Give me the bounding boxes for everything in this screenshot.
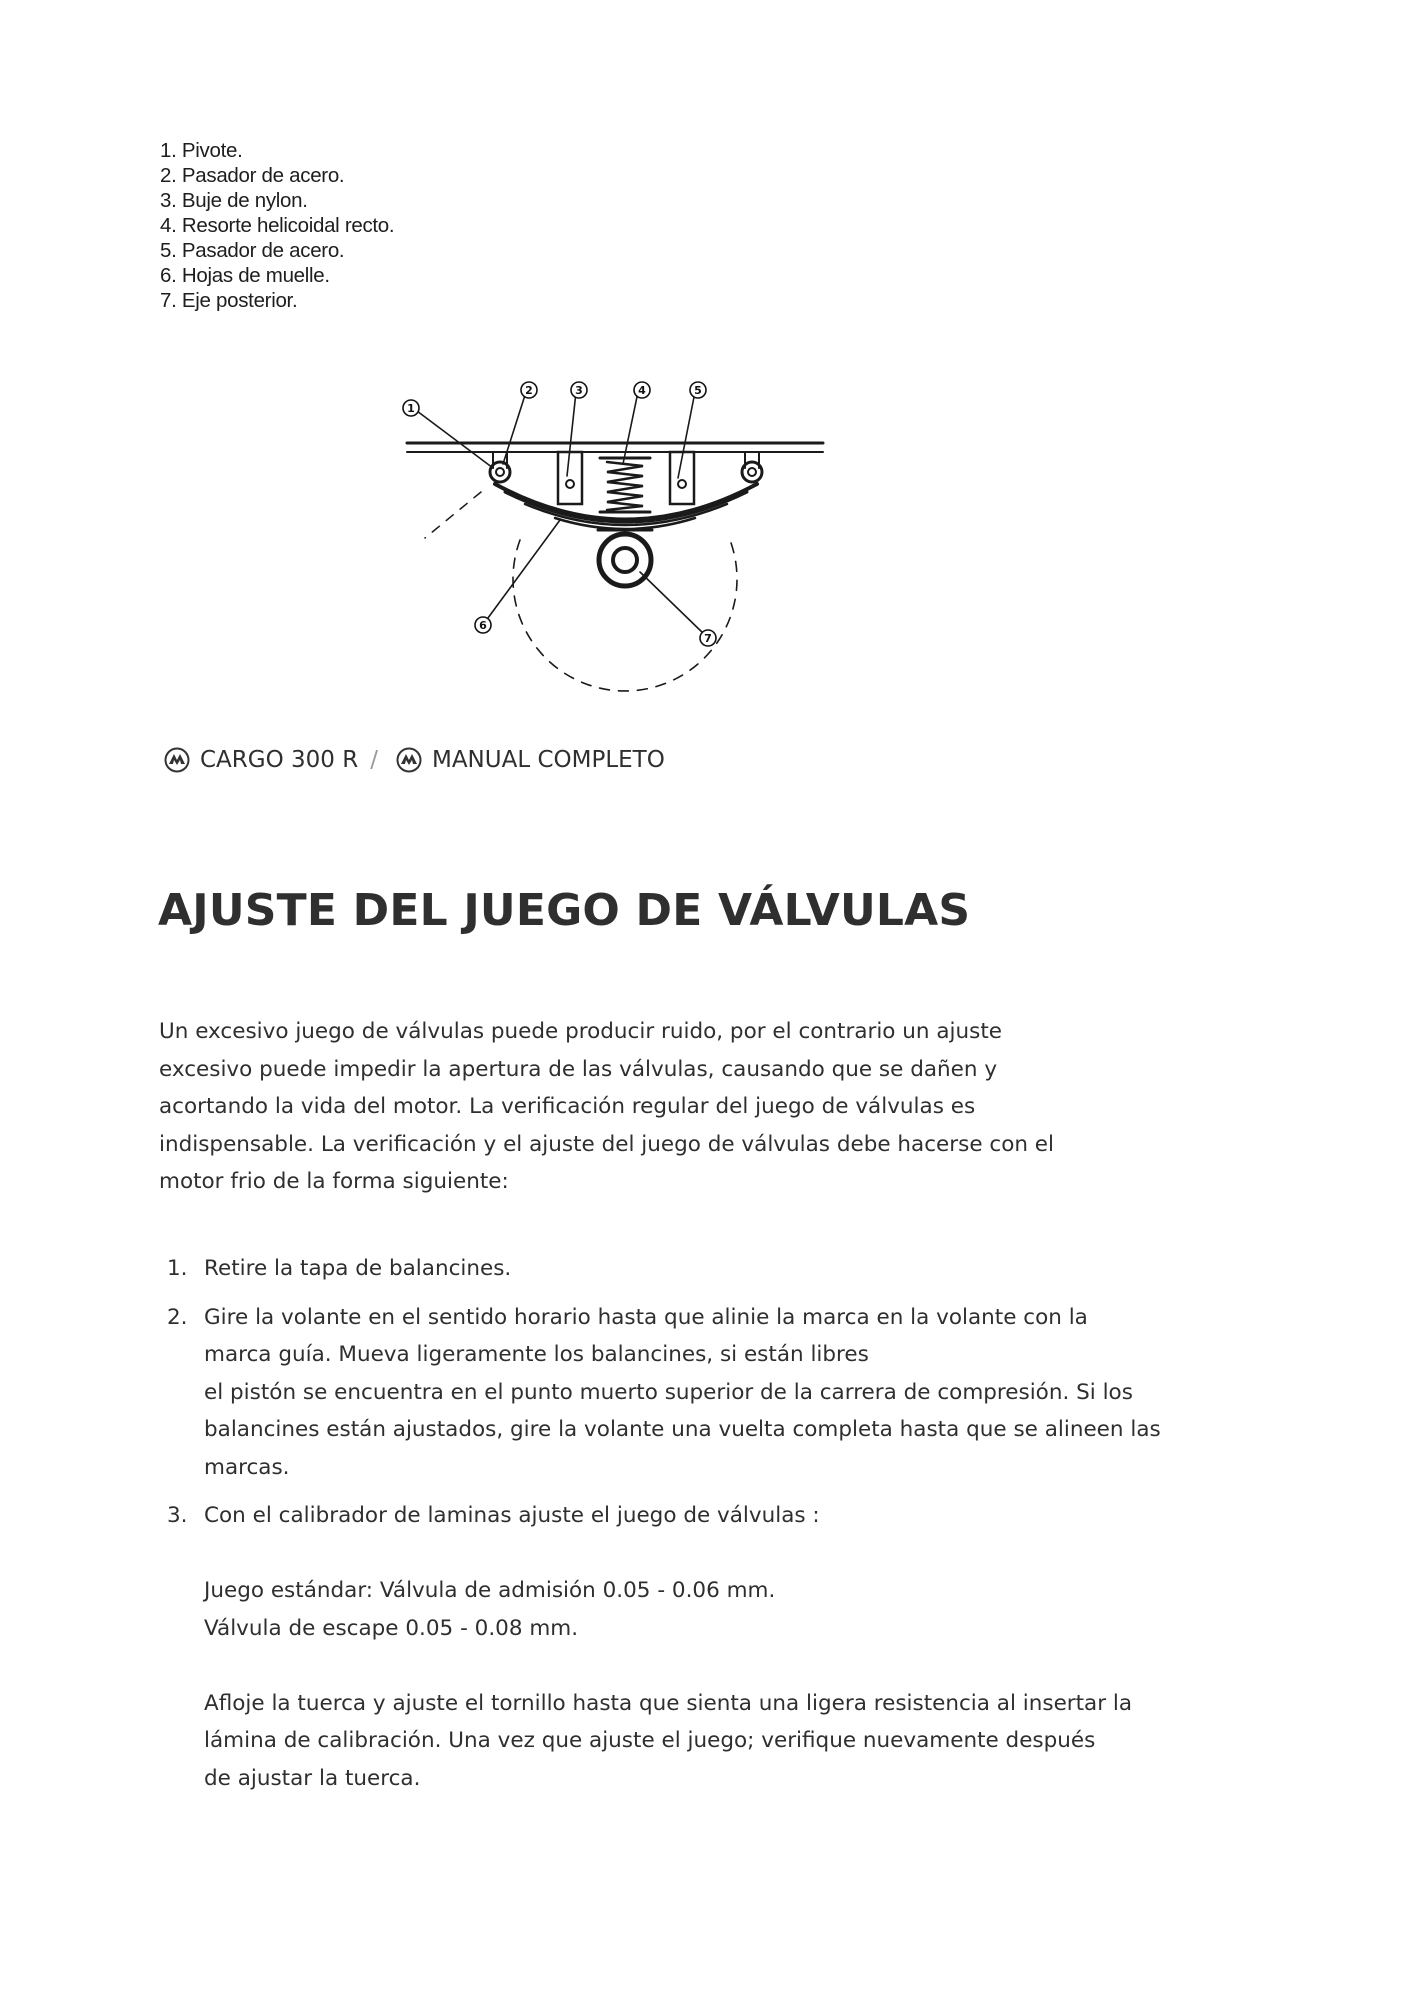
- step-text: Afloje la tuerca y ajuste el tornillo hasta que sienta una ligera resistencia al insertar la: [204, 1690, 1133, 1716]
- suspension-diagram: [395, 380, 835, 700]
- legend-item: 6. Hojas de muelle.: [160, 264, 330, 287]
- callout-label: 4: [638, 384, 646, 397]
- step-text: marcas.: [204, 1454, 290, 1480]
- breadcrumb-separator: /: [370, 747, 378, 773]
- legend-item: 4. Resorte helicoidal recto.: [160, 214, 395, 237]
- intro-line: acortando la vida del motor. La verificación regular del juego de válvulas es: [159, 1094, 976, 1119]
- breadcrumb-label: MANUAL COMPLETO: [431, 747, 665, 773]
- step-text: Gire la volante en el sentido horario hasta que alinie la marca en la volante con la: [204, 1304, 1088, 1330]
- callout-label: 7: [704, 632, 712, 645]
- intro-line: excesivo puede impedir la apertura de las válvulas, causando que se dañen y: [159, 1056, 998, 1082]
- callout-3: [571, 382, 587, 398]
- step-text: Con el calibrador de laminas ajuste el juego de válvulas :: [204, 1503, 820, 1528]
- callout-6: [475, 617, 491, 633]
- list-item: [159, 1497, 1179, 1797]
- breadcrumb-label: CARGO 300 R: [200, 747, 359, 773]
- callout-label: 6: [479, 619, 487, 632]
- brand-logo-icon: [164, 747, 190, 773]
- legend-item: 5. Pasador de acero.: [160, 239, 345, 262]
- callout-label: 5: [694, 384, 702, 397]
- list-item: [159, 1250, 1179, 1288]
- legend-item: 3. Buje de nylon.: [160, 189, 308, 212]
- callout-2: [521, 382, 537, 398]
- intro-line: motor frio de la forma siguiente:: [159, 1169, 509, 1194]
- callout-7: [700, 630, 716, 646]
- step-text: marca guía. Mueva ligeramente los balancines, si están libres: [204, 1342, 869, 1367]
- callout-label: 2: [525, 384, 533, 397]
- step-text: el pistón se encuentra en el punto muerto superior de la carrera de compresión. Si los: [204, 1379, 1133, 1405]
- page-title: AJUSTE DEL JUEGO DE VÁLVULAS: [158, 885, 971, 936]
- step-number: 1.: [167, 1256, 188, 1281]
- spec-line: Válvula de escape 0.05 - 0.08 mm.: [204, 1615, 579, 1641]
- callout-label: 3: [575, 384, 583, 397]
- step-number: 2.: [167, 1304, 188, 1330]
- list-item: [159, 1299, 1179, 1487]
- callout-4: [634, 382, 650, 398]
- spacer: [204, 1535, 1179, 1573]
- callout-label: 1: [407, 402, 415, 415]
- breadcrumb-manual-completo[interactable]: [396, 747, 665, 773]
- breadcrumb: [164, 744, 665, 776]
- steps-list: [159, 1250, 1179, 1808]
- legend-item: 7. Eje posterior.: [160, 289, 298, 312]
- step-text: balancines están ajustados, gire la volante una vuelta completa hasta que se alineen las: [204, 1417, 1161, 1442]
- breadcrumb-cargo-300r[interactable]: [164, 747, 358, 773]
- intro-line: Un excesivo juego de válvulas puede producir ruido, por el contrario un ajuste: [159, 1019, 1003, 1044]
- figure-legend: [160, 138, 394, 313]
- step-number: 3.: [167, 1503, 188, 1528]
- callout-5: [690, 382, 706, 398]
- brand-logo-icon: [396, 747, 422, 773]
- callout-1: [403, 400, 419, 416]
- step-text: Retire la tapa de balancines.: [204, 1256, 512, 1281]
- step-text: de ajustar la tuerca.: [204, 1765, 421, 1791]
- step-text: lámina de calibración. Una vez que ajuste el juego; verifique nuevamente después: [204, 1728, 1096, 1753]
- legend-item: 2. Pasador de acero.: [160, 164, 345, 187]
- legend-item: 1. Pivote.: [160, 139, 243, 162]
- intro-paragraph: [159, 1013, 1079, 1201]
- intro-line: indispensable. La verificación y el ajuste del juego de válvulas debe hacerse con el: [159, 1131, 1055, 1157]
- spacer: [204, 1647, 1179, 1685]
- spec-line: Juego estándar: Válvula de admisión 0.05 - 0.06 mm.: [204, 1578, 776, 1603]
